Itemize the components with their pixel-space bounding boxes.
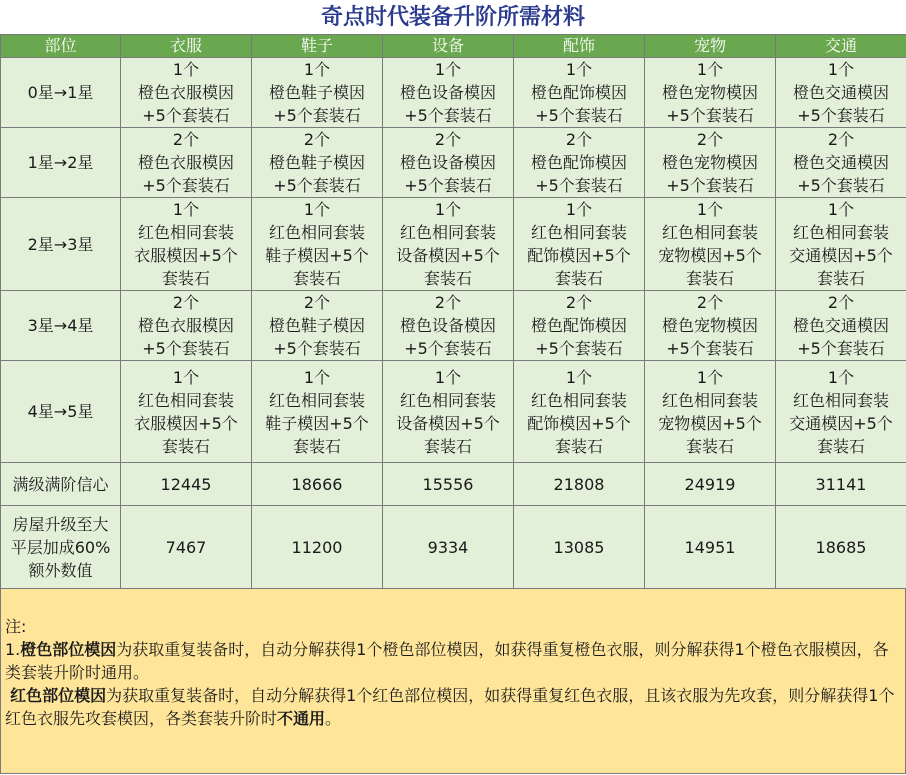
cell-line: 2个 (827, 130, 855, 149)
cell-line: 设备模因+5个 (396, 246, 500, 265)
cell-line: 橙色设备模因 (399, 153, 496, 172)
cell-line: 1个 (434, 367, 462, 387)
cell-line: 橙色衣服模因 (137, 83, 234, 102)
note-orange-term: 橙色部位模因 (20, 640, 117, 659)
cell-line: +5个套装石 (666, 339, 754, 358)
cell-line: 2个 (565, 130, 593, 149)
cell-line: +5个套装石 (535, 339, 623, 358)
table-cell (121, 198, 252, 291)
cell-line: 红色相同套装 (137, 223, 234, 242)
cell-line: 1个 (172, 60, 200, 79)
cell-line: 鞋子模因+5个 (265, 413, 369, 433)
cell-line: 套装石 (554, 436, 603, 456)
row-label: 1星→2星 (1, 128, 121, 198)
table-cell: 11200 (252, 506, 383, 589)
table-cell (514, 361, 645, 463)
cell-line: 1个 (696, 367, 724, 387)
full-confidence-row (1, 463, 906, 506)
cell-line: 红色相同套装 (792, 390, 889, 410)
cell-line: 套装石 (292, 436, 341, 456)
table-cell (121, 291, 252, 361)
table-cell (776, 291, 906, 361)
table-cell (776, 198, 906, 291)
header-transport: 交通 (776, 35, 906, 58)
table-cell (252, 58, 383, 128)
row-label: 3星→4星 (1, 291, 121, 361)
cell-line: 2个 (303, 130, 331, 149)
cell-line: 2个 (303, 293, 331, 312)
note-orange-text: 为获取重复装备时，自动分解获得1个橙色部位模因，如获得重复橙色衣服，则分解获得1个橙色衣服模因，各类套装升阶时通用。 (5, 640, 889, 682)
cell-line: 橙色鞋子模因 (268, 153, 365, 172)
header-part: 部位 (1, 35, 121, 58)
cell-line: 2个 (827, 293, 855, 312)
cell-line: 交通模因+5个 (789, 246, 893, 265)
table-cell: 18685 (776, 506, 906, 589)
table-cell (252, 361, 383, 463)
note-red-term: 红色部位模因 (10, 686, 107, 705)
table-cell (514, 198, 645, 291)
cell-line: 橙色鞋子模因 (268, 316, 365, 335)
cell-line: 2个 (172, 130, 200, 149)
cell-line: 橙色交通模因 (792, 153, 889, 172)
cell-line: +5个套装石 (535, 106, 623, 125)
cell-line: 1个 (434, 200, 462, 219)
cell-line: 红色相同套装 (399, 223, 496, 242)
note-orange (5, 638, 897, 684)
table-cell: 18666 (252, 463, 383, 506)
cell-line: 红色相同套装 (399, 390, 496, 410)
cell-line: 套装石 (423, 436, 472, 456)
cell-line: +5个套装石 (404, 106, 492, 125)
cell-line: 套装石 (292, 269, 341, 288)
row-label: 2星→3星 (1, 198, 121, 291)
cell-line: 红色相同套装 (268, 390, 365, 410)
star-upgrade-row (1, 128, 906, 198)
star-upgrade-row (1, 361, 906, 463)
table-cell (252, 128, 383, 198)
cell-line: 1个 (696, 60, 724, 79)
table-cell (514, 128, 645, 198)
table-cell: 24919 (645, 463, 776, 506)
table-cell (645, 58, 776, 128)
cell-line: 红色相同套装 (268, 223, 365, 242)
cell-line: 橙色设备模因 (399, 316, 496, 335)
cell-line: 配饰模因+5个 (527, 413, 631, 433)
cell-line: +5个套装石 (273, 176, 361, 195)
cell-line: 交通模因+5个 (789, 413, 893, 433)
cell-line: +5个套装石 (797, 339, 885, 358)
note-orange-prefix: 1. (5, 640, 21, 659)
row-label: 房屋升级至大平层加成60%额外数值 (1, 506, 121, 589)
cell-line: 1个 (303, 367, 331, 387)
cell-line: 套装石 (685, 436, 734, 456)
cell-line: 配饰模因+5个 (527, 246, 631, 265)
table-cell (252, 291, 383, 361)
cell-line: 1个 (827, 200, 855, 219)
house-bonus-row (1, 506, 906, 589)
table-cell: 14951 (645, 506, 776, 589)
cell-line: +5个套装石 (404, 176, 492, 195)
cell-line: 橙色衣服模因 (137, 153, 234, 172)
cell-line: 红色相同套装 (137, 390, 234, 410)
table-cell (645, 198, 776, 291)
table-cell: 31141 (776, 463, 906, 506)
table-cell (776, 58, 906, 128)
cell-line: 橙色交通模因 (792, 83, 889, 102)
cell-line: 套装石 (423, 269, 472, 288)
cell-line: +5个套装石 (142, 339, 230, 358)
table-cell (645, 128, 776, 198)
cell-line: 1个 (303, 200, 331, 219)
table-cell (121, 361, 252, 463)
cell-line: 橙色鞋子模因 (268, 83, 365, 102)
cell-line: 红色相同套装 (792, 223, 889, 242)
header-shoes: 鞋子 (252, 35, 383, 58)
table-cell (645, 291, 776, 361)
table-cell (776, 128, 906, 198)
row-label: 4星→5星 (1, 361, 121, 463)
cell-line: 套装石 (816, 436, 865, 456)
table-cell: 9334 (383, 506, 514, 589)
table-cell: 7467 (121, 506, 252, 589)
notes-heading: 注: (5, 617, 27, 636)
header-row (1, 35, 906, 58)
cell-line: 橙色宠物模因 (661, 83, 758, 102)
table-cell (121, 58, 252, 128)
cell-line: 衣服模因+5个 (134, 246, 238, 265)
table-cell: 12445 (121, 463, 252, 506)
cell-line: 1个 (565, 60, 593, 79)
cell-line: +5个套装石 (404, 339, 492, 358)
table-cell: 15556 (383, 463, 514, 506)
note-red (5, 684, 897, 730)
cell-line: +5个套装石 (535, 176, 623, 195)
header-pet: 宠物 (645, 35, 776, 58)
page-title: 奇点时代装备升阶所需材料 (0, 0, 906, 34)
table-cell: 21808 (514, 463, 645, 506)
cell-line: 红色相同套装 (661, 223, 758, 242)
cell-line: 2个 (172, 293, 200, 312)
cell-line: 套装石 (816, 269, 865, 288)
cell-line: 2个 (696, 293, 724, 312)
cell-line: 橙色宠物模因 (661, 316, 758, 335)
cell-line: +5个套装石 (142, 106, 230, 125)
cell-line: 2个 (434, 293, 462, 312)
table-cell (121, 128, 252, 198)
star-upgrade-row (1, 291, 906, 361)
cell-line: 红色相同套装 (530, 223, 627, 242)
table-cell (514, 58, 645, 128)
cell-line: 衣服模因+5个 (134, 413, 238, 433)
cell-line: 设备模因+5个 (396, 413, 500, 433)
cell-line: 1个 (172, 200, 200, 219)
cell-line: 1个 (827, 60, 855, 79)
cell-line: +5个套装石 (142, 176, 230, 195)
cell-line: 1个 (827, 367, 855, 387)
cell-line: 1个 (696, 200, 724, 219)
cell-line: +5个套装石 (666, 176, 754, 195)
cell-line: 橙色交通模因 (792, 316, 889, 335)
cell-line: 橙色配饰模因 (530, 83, 627, 102)
cell-line: 橙色配饰模因 (530, 153, 627, 172)
cell-line: 1个 (434, 60, 462, 79)
cell-line: 1个 (172, 367, 200, 387)
cell-line: 1个 (565, 367, 593, 387)
cell-line: +5个套装石 (666, 106, 754, 125)
cell-line: +5个套装石 (797, 106, 885, 125)
star-upgrade-row (1, 198, 906, 291)
cell-line: +5个套装石 (797, 176, 885, 195)
header-accessory: 配饰 (514, 35, 645, 58)
cell-line: +5个套装石 (273, 106, 361, 125)
table-cell (645, 361, 776, 463)
cell-line: 套装石 (554, 269, 603, 288)
note-red-end: 。 (325, 709, 342, 728)
row-label: 0星→1星 (1, 58, 121, 128)
cell-line: +5个套装石 (273, 339, 361, 358)
cell-line: 橙色设备模因 (399, 83, 496, 102)
table-cell (514, 291, 645, 361)
cell-line: 2个 (565, 293, 593, 312)
table-cell (383, 58, 514, 128)
cell-line: 橙色宠物模因 (661, 153, 758, 172)
table-cell (383, 128, 514, 198)
table-cell (252, 198, 383, 291)
cell-line: 红色相同套装 (530, 390, 627, 410)
cell-line: 宠物模因+5个 (658, 246, 762, 265)
table-cell (383, 361, 514, 463)
materials-table (0, 34, 906, 589)
cell-line: 1个 (303, 60, 331, 79)
cell-line: 橙色衣服模因 (137, 316, 234, 335)
cell-line: 套装石 (685, 269, 734, 288)
cell-line: 套装石 (161, 269, 210, 288)
table-cell (776, 361, 906, 463)
row-label: 满级满阶信心 (1, 463, 121, 506)
cell-line: 宠物模因+5个 (658, 413, 762, 433)
cell-line: 鞋子模因+5个 (265, 246, 369, 265)
header-device: 设备 (383, 35, 514, 58)
cell-line: 2个 (434, 130, 462, 149)
star-upgrade-row (1, 58, 906, 128)
notes-box (0, 589, 906, 774)
cell-line: 橙色配饰模因 (530, 316, 627, 335)
table-cell (383, 198, 514, 291)
cell-line: 2个 (696, 130, 724, 149)
table-cell: 13085 (514, 506, 645, 589)
cell-line: 1个 (565, 200, 593, 219)
note-red-not-shared: 不通用 (277, 709, 326, 728)
cell-line: 红色相同套装 (661, 390, 758, 410)
cell-line: 套装石 (161, 436, 210, 456)
note-red-text: 为获取重复装备时，自动分解获得1个红色部位模因，如获得重复红色衣服，且该衣服为先攻套，则分解获得1个红色衣服先攻套模因，各类套装升阶时 (5, 686, 895, 728)
header-clothes: 衣服 (121, 35, 252, 58)
table-cell (383, 291, 514, 361)
